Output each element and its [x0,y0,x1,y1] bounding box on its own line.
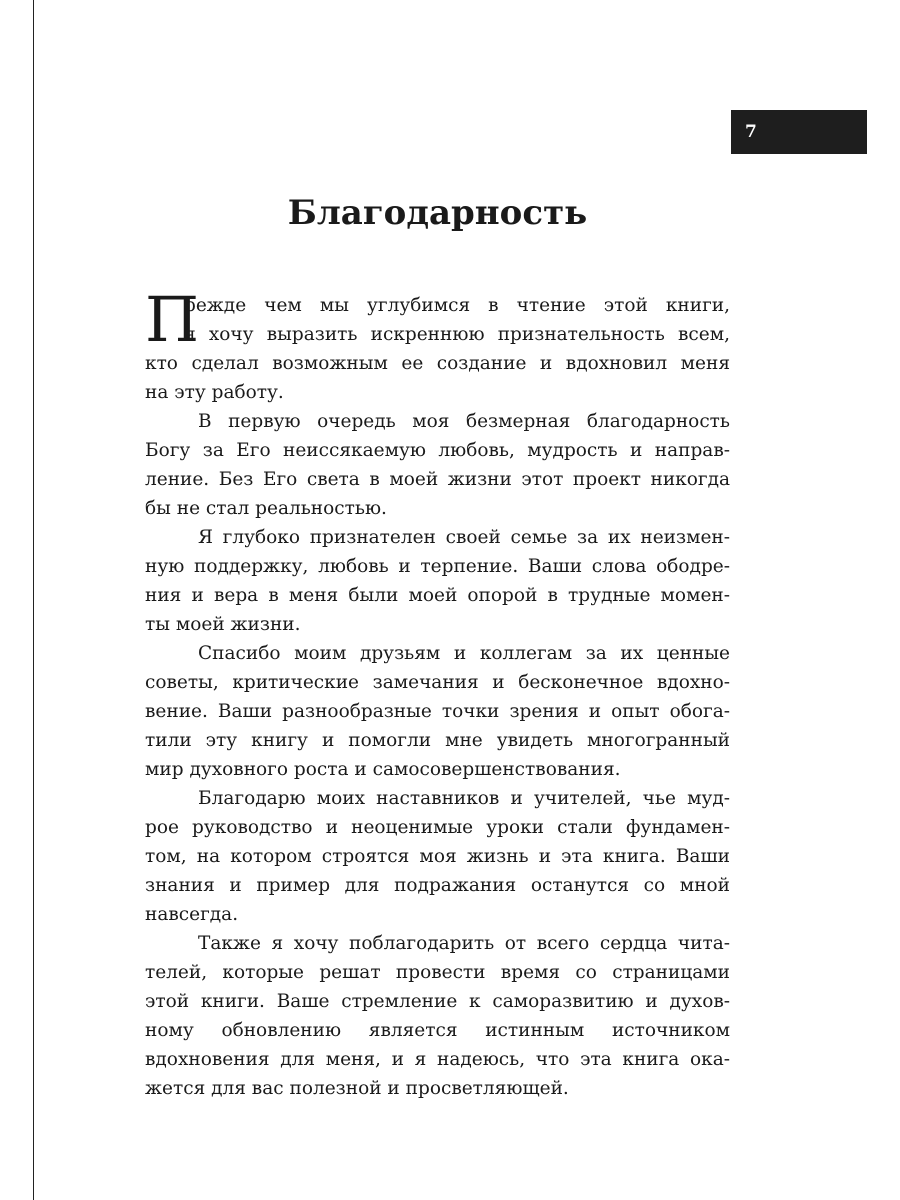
page-number: 7 [745,122,757,142]
text-line: рое руководство и неоценимые уроки стали фундамен- [145,817,730,838]
text-line: этой книги. Ваше стремление к саморазвитию и духов- [145,991,730,1012]
text-line: бы не стал реальностью. [145,498,387,519]
page-spine-line [33,0,34,1200]
text-line: Богу за Его неиссякаемую любовь, мудрость и направ- [145,440,730,461]
text-line: режде чем мы углубимся в чтение этой книги, [184,295,730,316]
text-line: том, на котором строятся моя жизнь и эта книга. Ваши [145,846,730,867]
text-line: мир духовного роста и самосовершенствования. [145,759,621,780]
text-line: Спасибо моим друзьям и коллегам за их ценные [198,643,730,664]
text-line: Благодарю моих наставников и учителей, чье муд- [198,788,730,809]
drop-cap: П [145,283,200,356]
page-title: Благодарность [287,193,588,233]
text-line: знания и пример для подражания останутся со мной [145,875,730,896]
text-line: ты моей жизни. [145,614,301,635]
text-line: я хочу выразить искреннюю признательность всем, [184,324,730,345]
text-line: ление. Без Его света в моей жизни этот проект никогда [145,469,730,490]
text-line: ную поддержку, любовь и терпение. Ваши слова ободре- [145,556,730,577]
text-line: на эту работу. [145,382,284,403]
text-line: тили эту книгу и помогли мне увидеть многогранный [145,730,730,751]
text-line: ному обновлению является истинным источником [145,1020,730,1041]
text-line: В первую очередь моя безмерная благодарность [198,411,730,432]
text-line: ния и вера в меня были моей опорой в трудные момен- [145,585,730,606]
text-line: советы, критические замечания и бесконечное вдохно- [145,672,730,693]
text-line: вдохновения для меня, и я надеюсь, что эта книга ока- [145,1049,730,1070]
text-line: телей, которые решат провести время со страницами [145,962,730,983]
text-line: вение. Ваши разнообразные точки зрения и опыт обога- [145,701,730,722]
text-line: кто сделал возможным ее создание и вдохновил меня [145,353,730,374]
text-line: Я глубоко признателен своей семье за их неизмен- [198,527,730,548]
text-line: навсегда. [145,904,239,925]
page-number-tab [731,110,867,154]
text-line: Также я хочу поблагодарить от всего сердца чита- [198,933,730,954]
text-line: жется для вас полезной и просветляющей. [145,1078,569,1099]
body-text [145,283,730,1103]
